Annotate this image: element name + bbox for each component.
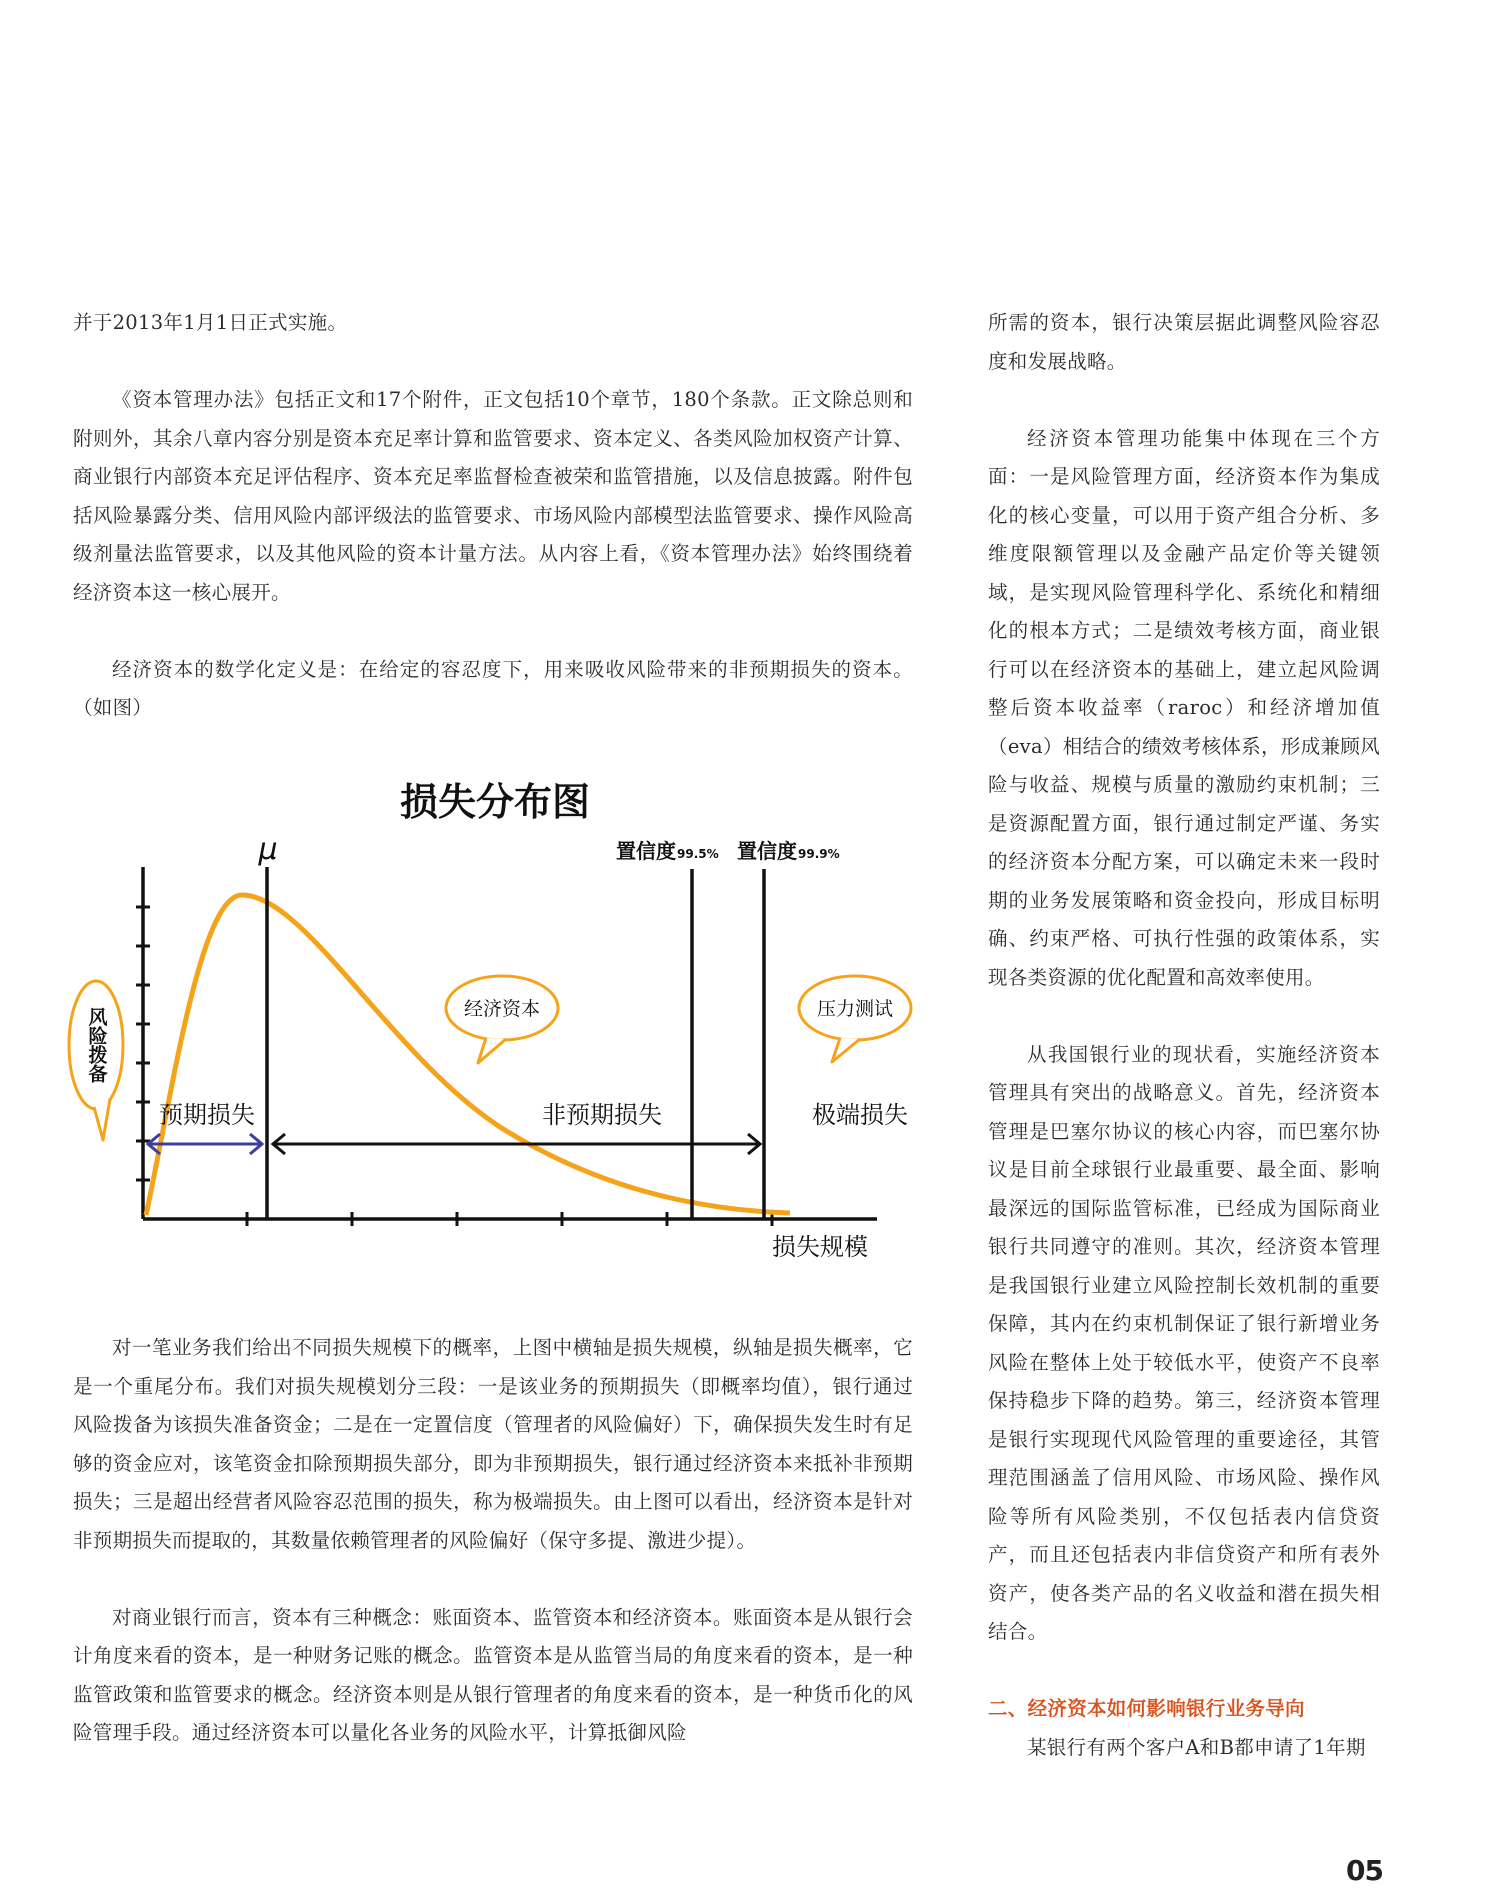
region-label-expected: 预期损失 [159,1101,255,1129]
paragraph: 对商业银行而言，资本有三种概念：账面资本、监管资本和经济资本。账面资本是从银行会计角度来看的资本，是一种财务记账的概念。监管资本是从监管当局的角度来看的资本，是一种监管政策和监管要求的概念。经济资本则是从银行管理者的角度来看的资本，是一种货币化的风险管理手段。通过经济资本可以量化各业务的风险水平，计算抵御风险 [73,1605,913,1744]
bubble-stress-test [799,976,911,1062]
confidence-value: 99.5% [677,847,719,861]
page-number: 05 [1346,1854,1383,1887]
bubble-economic-capital [446,976,558,1063]
bubble-risk-provision [69,981,123,1140]
loss-distribution-figure [60,755,930,1290]
paragraph: 所需的资本，银行决策层据此调整风险容忍度和发展战略。 [988,311,1380,373]
confidence-label-text: 置信度 [737,839,797,863]
confidence-label-text: 置信度 [616,839,676,863]
paragraph: 经济资本管理功能集中体现在三个方面：一是风险管理方面，经济资本作为集成化的核心变量，可以用于资产组合分析、多维度限额管理以及金融产品定价等关键领域，是实现风险管理科学化、系统化和精细化的根本方式；二是绩效考核方面，商业银行可以在经济资本的基础上，建立起风险调整后资本收益率（raroc）和经济增加值（eva）相结合的绩效考核体系，形成兼顾风险与收益、规模与质量的激励约束机制；三是资源配置方面，银行通过制定严谨、务实的经济资本分配方案，可以确定未来一段时期的业务发展策略和资金投向，形成目标明确、约束严格、可执行性强的政策体系，实现各类资源的优化配置和高效率使用。 [988,426,1380,989]
figure-title: 损失分布图 [399,780,591,824]
paragraph: 某银行有两个客户A和B都申请了1年期 [1027,1735,1366,1759]
mean-label: μ [258,832,278,867]
loss-distribution-chart [60,755,930,1290]
confidence-label-99-5 [616,839,719,863]
paragraph: 《资本管理办法》包括正文和17个附件，正文包括10个章节，180个条款。正文除总则和附则外，其余八章内容分别是资本充足率计算和监管要求、资本定义、各类风险加权资产计算、商业银行内部资本充足评估程序、资本充足率监督检查被荣和监管措施，以及信息披露。附件包括风险暴露分类、信用风险内部评级法的监管要求、市场风险内部模型法监管要求、操作风险高级剂量法监管要求，以及其他风险的资本计量方法。从内容上看，《资本管理办法》始终围绕着经济资本这一核心展开。 [73,388,913,604]
bubble-text: 风险拨备 [85,1007,108,1083]
region-label-unexpected: 非预期损失 [542,1101,662,1129]
paragraph: 从我国银行业的现状看，实施经济资本管理具有突出的战略意义。首先，经济资本管理是巴塞尔协议的核心内容，而巴塞尔协议是目前全球银行业最重要、最全面、影响最深远的国际监管标准，已经成为国际商业银行共同遵守的准则。其次，经济资本管理是我国银行业建立风险控制长效机制的重要保障，其内在约束机制保证了银行新增业务风险在整体上处于较低水平，使资产不良率保持稳步下降的趋势。第三，经济资本管理是银行实现现代风险管理的重要途径，其管理范围涵盖了信用风险、市场风险、操作风险等所有风险类别，不仅包括表内信贷资产，而且还包括表内非信贷资产和所有表外资产，使各类产品的名义收益和潜在损失相结合。 [988,1042,1380,1643]
left-column-lower [73,1329,913,1753]
region-label-extreme: 极端损失 [812,1101,908,1129]
right-column [988,304,1380,1767]
paragraph: 经济资本的数学化定义是：在给定的容忍度下，用来吸收风险带来的非预期损失的资本。（如图） [73,657,913,719]
x-axis-label: 损失规模 [772,1233,868,1261]
expected-loss-arrow [148,1134,262,1154]
paragraph: 并于2013年1月1日正式实施。 [73,311,348,334]
confidence-label-99-9 [737,839,840,863]
bubble-text: 经济资本 [463,998,541,1020]
paragraph: 对一笔业务我们给出不同损失规模下的概率，上图中横轴是损失规模，纵轴是损失概率，它是一个重尾分布。我们对损失规模划分三段：一是该业务的预期损失（即概率均值），银行通过风险拨备为该损失准备资金；二是在一定置信度（管理者的风险偏好）下，确保损失发生时有足够的资金应对，该笔资金扣除预期损失部分，即为非预期损失，银行通过经济资本来抵补非预期损失；三是超出经营者风险容忍范围的损失，称为极端损失。由上图可以看出，经济资本是针对非预期损失而提取的，其数量依赖管理者的风险偏好（保守多提、激进少提）。 [73,1336,913,1552]
confidence-value: 99.9% [798,847,840,861]
left-column [73,304,913,728]
bubble-text: 压力测试 [816,998,894,1020]
section-heading: 二、经济资本如何影响银行业务导向 [988,1697,1305,1720]
